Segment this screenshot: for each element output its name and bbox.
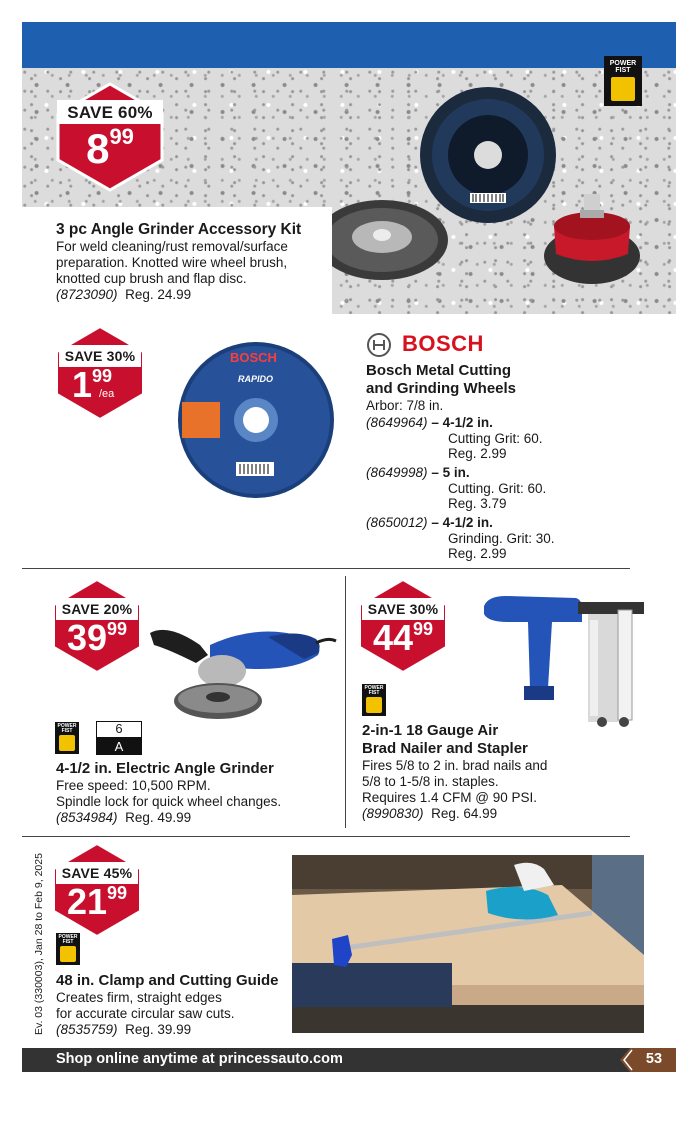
price-badge-nailer: SAVE 30% 4499 xyxy=(358,578,448,674)
fist-icon xyxy=(60,946,76,962)
product-desc-nailer: Fires 5/8 to 2 in. brad nails and 5/8 to 1-5/8 in. staples. Requires 1.4 CFM @ 90 PSI. (8990830) Reg. 64.99 xyxy=(362,758,548,821)
product-title-grinder: 4-1/2 in. Electric Angle Grinder xyxy=(56,760,274,777)
amperage-badge: 6 A xyxy=(96,721,142,755)
price-badge-clamp: SAVE 45% 2199 xyxy=(52,842,142,938)
price-badge-grinder: SAVE 20% 3999 xyxy=(52,578,142,674)
page-number-tab xyxy=(620,1048,676,1072)
angle-grinder-image xyxy=(148,615,338,725)
product-desc-grinder: Free speed: 10,500 RPM. Spindle lock for quick wheel changes. (8534984) Reg. 49.99 xyxy=(56,778,282,825)
wire-wheel-brush-image xyxy=(312,195,452,285)
cup-brush-image xyxy=(540,188,645,288)
price-grinder: 3999 xyxy=(66,617,128,658)
power-fist-logo: POWER FIST xyxy=(604,56,642,106)
event-side-note: Ev. 03 (330003), Jan 28 to Feb 9, 2025 xyxy=(33,853,45,1035)
bosch-cutting-wheel-image: BOSCH RAPIDO xyxy=(176,340,336,500)
top-banner xyxy=(22,22,676,68)
price-clamp: 2199 xyxy=(66,881,128,922)
price-badge-kit: SAVE 60% 899 xyxy=(55,82,165,192)
price-nailer: 4499 xyxy=(372,617,434,658)
product-title-clamp: 48 in. Clamp and Cutting Guide xyxy=(56,972,279,989)
bosch-variant: (8650012) – 4-1/2 in. xyxy=(366,515,493,530)
brad-nailer-image xyxy=(478,592,648,730)
fist-icon xyxy=(611,77,635,101)
section-divider xyxy=(22,568,630,569)
bosch-variant: (8649998) – 5 in. xyxy=(366,465,470,480)
column-divider xyxy=(345,576,346,828)
product-title-nailer: 2-in-1 18 Gauge Air Brad Nailer and Stapler xyxy=(362,722,528,757)
footer-bar xyxy=(22,1048,676,1072)
product-title-bosch: Bosch Metal Cutting and Grinding Wheels xyxy=(366,362,517,397)
price-bosch: 199 xyxy=(71,364,113,405)
power-fist-logo: POWER FIST xyxy=(362,684,386,716)
section-divider xyxy=(22,836,630,837)
bosch-variant: (8649964) – 4-1/2 in. xyxy=(366,415,493,430)
flyer-page: POWER FIST SAVE 60% 899 3 pc Angle Grinder Accessory Kit For weld cleaning/rust removal/surface preparation. Knotted wire wheel brush, knotted cup brush and flap disc. (8723090) Reg. 24.99 SAVE 30% 199 /ea BOSCH RAPIDO BOSCH Bosch Metal Cutting and Grinding Wheels Arbor: 7/8 in. (8649964) – 4-1/2 in. Cutting Grit: 60. Reg. 2.99 (8649998) – 5 in. Cutting. Grit: 60. Reg. 3.79 (8650012) – 4-1/2 in. Grinding. Grit: 30. Reg. 2.99 SAVE 20% 3999 POWER FIST 6 A 4-1/2 in. Electric Angle Grinder Free speed: 10,500 RPM. Spindle lock for quick wheel changes. (8534984) Reg. 49.99 SAVE 30% 4499 POWER FIST 2-in-1 18 Gauge Air Brad Nailer and Stapler Fires 5/8 to 2 in. brad nails and 5/8 to 1-5/8 in. staples. Requires 1.4 CFM @ 90 PSI. (8990830) Reg. 64.99 SAVE 45% 2199 POWER FIST 48 in. Clamp and Cutting Guide Creates firm, straight edges for accurate circular saw cuts. (8535759) Reg. 39.99 Shop online anytime at princessauto.com 53 Ev. 03 (330003), Jan 28 to Feb 9, 2025 xyxy=(0,0,700,1125)
product-desc-kit: For weld cleaning/rust removal/surface preparation. Knotted wire wheel brush, knotted cup brush and flap disc. (8723090) Reg. 24.99 xyxy=(56,239,288,302)
clamp-cutting-guide-photo xyxy=(292,855,644,1033)
price-kit: 899 xyxy=(86,124,134,172)
fist-icon xyxy=(366,697,382,713)
price-badge-bosch: SAVE 30% 199 /ea xyxy=(55,325,145,421)
bosch-logo-icon xyxy=(366,332,392,363)
product-title-kit: 3 pc Angle Grinder Accessory Kit xyxy=(56,221,302,238)
power-fist-logo: POWER FIST xyxy=(56,933,80,965)
shop-online-link[interactable]: Shop online anytime at princessauto.com xyxy=(56,1051,343,1067)
page-number: 53 xyxy=(645,1051,663,1067)
bosch-arbor: Arbor: 7/8 in. xyxy=(366,398,444,413)
product-desc-clamp: Creates firm, straight edges for accurate circular saw cuts. (8535759) Reg. 39.99 xyxy=(56,990,235,1037)
bosch-brand: BOSCH xyxy=(402,331,484,356)
power-fist-logo: POWER FIST xyxy=(55,722,79,754)
fist-icon xyxy=(59,735,75,751)
